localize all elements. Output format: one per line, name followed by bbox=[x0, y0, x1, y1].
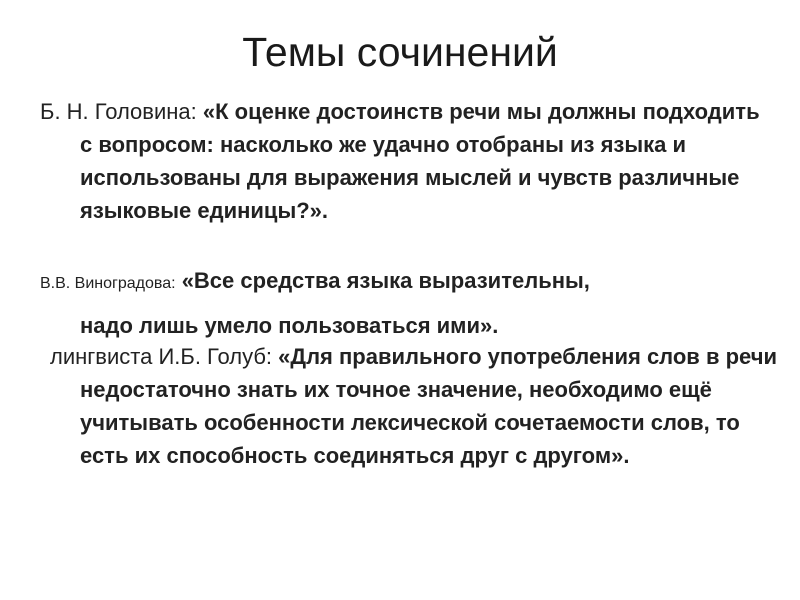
quote-golovina bbox=[40, 95, 760, 227]
quote-vinogradova bbox=[40, 262, 760, 345]
quote-author: В.В. Виноградова: bbox=[40, 275, 176, 292]
quote-golub bbox=[40, 340, 790, 472]
quote-author: лингвиста И.Б. Голуб: bbox=[50, 344, 273, 369]
quote-text-line1: «Все средства языка выразительны, bbox=[181, 268, 590, 293]
slide-title: Темы сочинений bbox=[242, 29, 558, 75]
quote-text: «К оценке достоинств речи мы должны подходить с вопросом: насколько же удачно отобраны из языка и использованы для выражения мыслей и чувств различные языковые единицы?». bbox=[80, 99, 760, 223]
quote-text-line2: надо лишь умело пользоваться ими». bbox=[80, 313, 499, 338]
quote-text: «Для правильного употребления слов в речи недостаточно знать их точное значение, необходимо ещё учитывать особенности лексической сочетаемости слов, то есть их способность соединяться друг с другом». bbox=[80, 344, 778, 468]
quote-author: Б. Н. Головина: bbox=[40, 99, 197, 124]
